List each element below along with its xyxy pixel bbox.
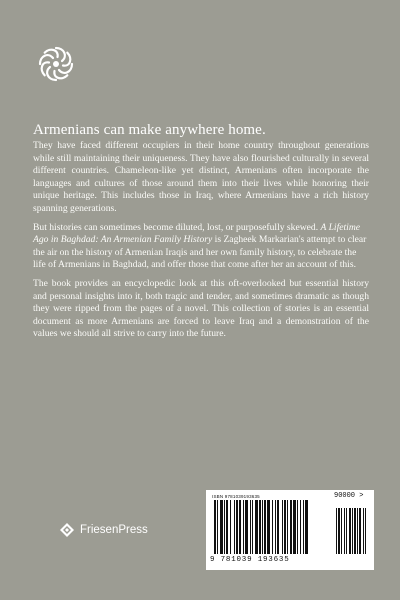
synopsis-paragraph-1: They have faced different occupiers in their home country throughout generations while still maintaining their uniqueness. They have also flourished culturally in several different countries. Chameleon-like yet distinct, Armenians often incorporate the languages and cultures of those around them into their lives while honoring their unique heritage. This includes those in Iraq, where Armenians have a rich history spanning generations.: [33, 140, 369, 214]
isbn-label: ISBN 978103919363​5: [212, 494, 260, 499]
barcode-digits: 9 781039 193635: [210, 556, 290, 564]
publisher-logo: [60, 523, 148, 537]
friesenpress-logo-icon: [60, 523, 74, 537]
isbn-barcode: [206, 490, 374, 570]
barcode-bars: [212, 500, 368, 556]
armenian-eternity-sign-icon: [34, 42, 78, 86]
price-code: 90000 >: [334, 492, 364, 500]
synopsis-body: [33, 140, 369, 347]
tagline-heading: Armenians can make anywhere home.: [33, 122, 266, 138]
paragraph-2-rest: is Zagheek Markarian's attempt to clear the air on the history of Armenian Iraqis and her own family history, to celebrate the life of Armenians in Baghdad, and offer those that come after her an account of this.: [33, 234, 367, 271]
paragraph-2-intro: But histories can sometimes become diluted, lost, or purposefully skewed.: [33, 221, 321, 233]
synopsis-paragraph-2: [33, 222, 369, 272]
publisher-name: FriesenPress: [80, 524, 148, 536]
synopsis-paragraph-3: The book provides an encyclopedic look at this oft-overlooked but essential history and personal insights into it, both tragic and tender, and sometimes dramatic as though they were ripped from the pages of a novel. This collection of stories is an essential document as more Armenians are forced to leave Iraq and a demonstration of the values we should all strive to carry into the future.: [33, 277, 369, 340]
book-title: A Lifetime Ago in Baghdad: An Armenian Family History: [33, 221, 361, 246]
